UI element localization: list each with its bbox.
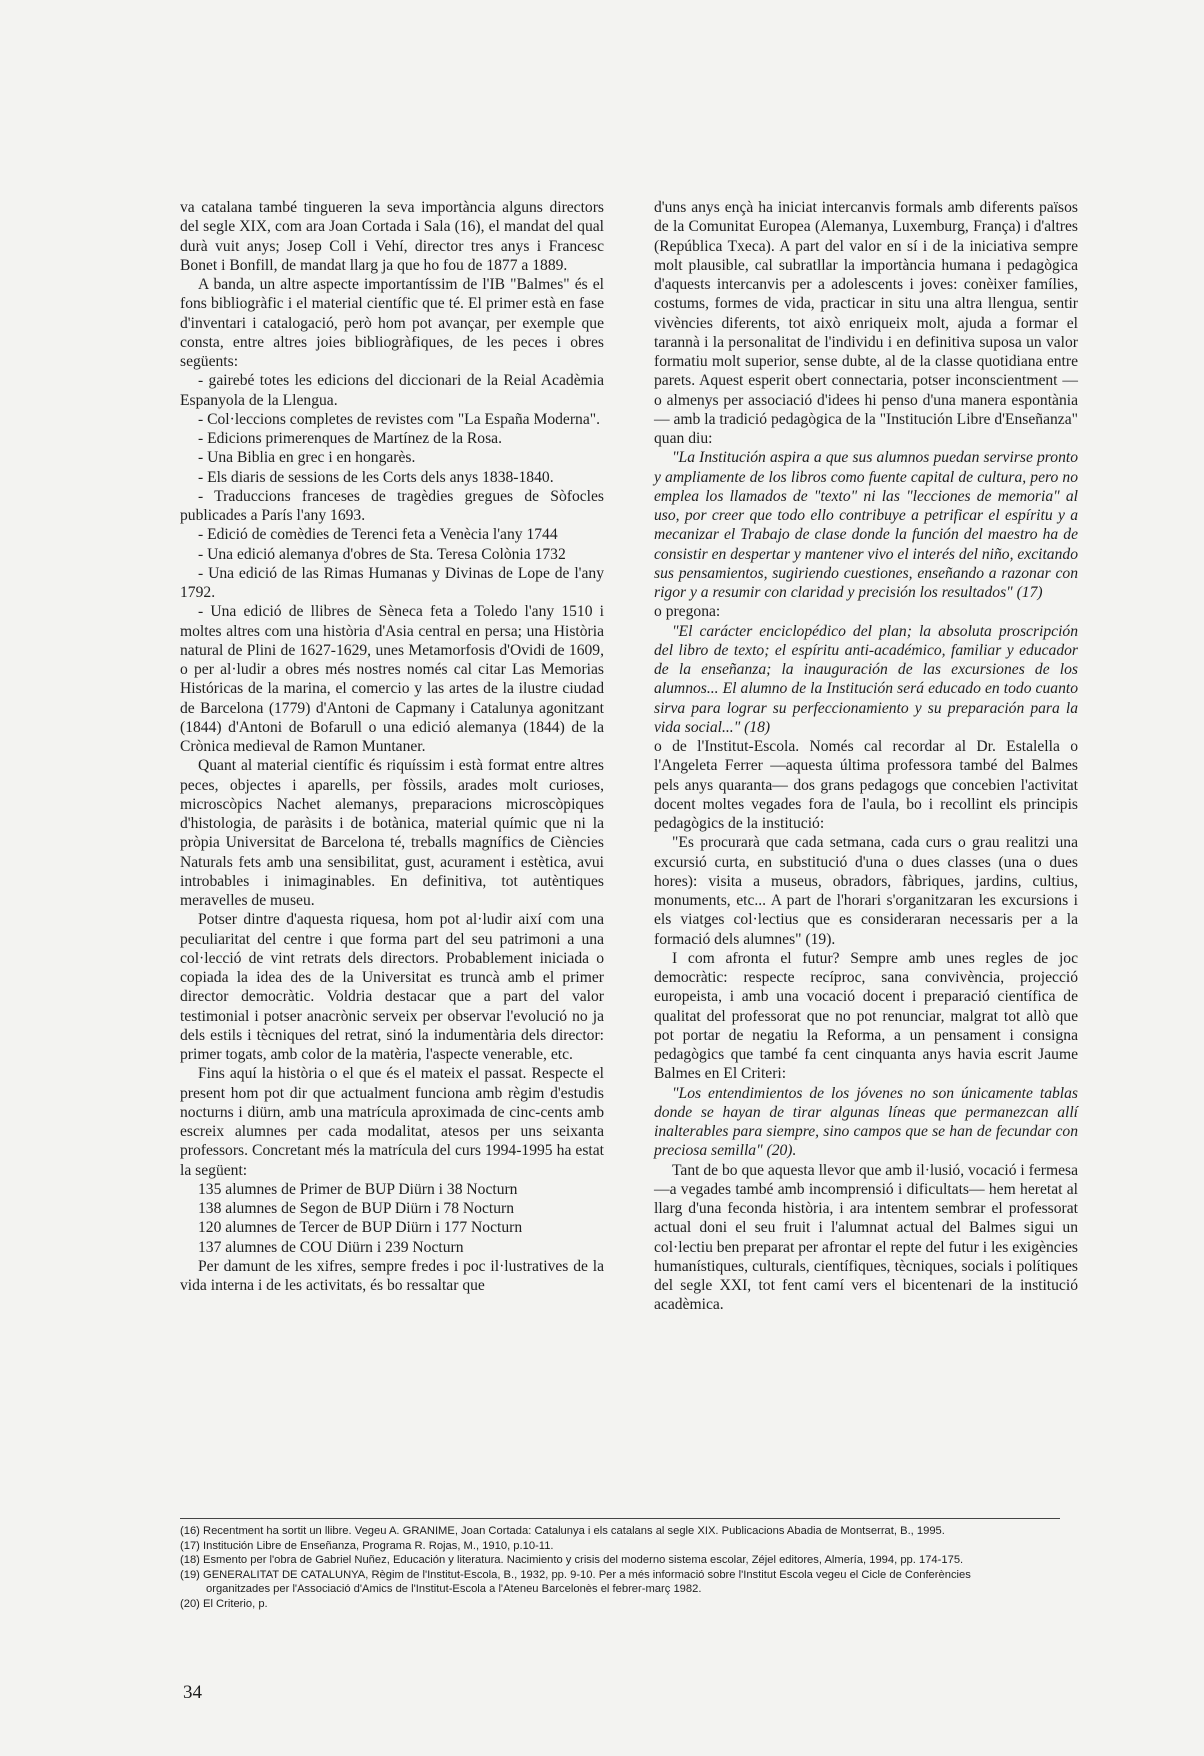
left-paragraph-5: - Edicions primerenques de Martínez de la Rosa. — [198, 430, 502, 447]
footnote-divider — [180, 1518, 1060, 1519]
right-paragraph-2: "La Institución aspira a que sus alumnos puedan servirse pronto y ampliamente de los libros como fuente capital de cultura, pero no emplea los llamados de "texto" ni las "lecciones de memoria" al uso, por creer que todo ello contribuye a petrificar el espíritu y a mecanizar el Trabajo de clase donde la función del maestro ha de consistir en despertar y mantener vivo el interés del niño, excitando sus pensamientos, sugiriendo cuestiones, enseñando a razonar con rigor y a resumir con claridad y precisión los resultados" (17) — [654, 449, 1078, 601]
right-paragraph-4: "El carácter enciclopédico del plan; la absoluta proscripción del libro de texto; el espíritu anti-académico, familiar y educador de la enseñanza; la inauguración de las excursiones de los alumnos... El alumno de la Institución será educado en todo cuanto sirva para lograr su perfeccionamiento y su preparación para la vida social..." (18) — [654, 622, 1078, 736]
right-paragraph-3: o pregona: — [654, 603, 721, 621]
left-paragraph-12: - Una edició de llibres de Sèneca feta a Toledo l'any 1510 i moltes altres com una història d'Asia central en persa; una Història natural de Plini de 1627-1629, unes Metamorfosis d'Ovidi de 1609, o per al·ludir a obres més nostres només cal citar Las Memorias Históricas de la marina, el comercio y las artes de la ilustre ciudad de Barcelona (1779) d'Antoni de Capmany i Catalunya agonitzant (1844) d'Antoni de Bofarull o una edició alemanya (1844) de la Crònica medieval de Ramon Muntaner. — [180, 603, 604, 755]
right-column — [654, 198, 1078, 1315]
footnotes — [180, 1524, 1080, 1612]
left-paragraph-1: va catalana també tingueren la seva importància alguns directors del segle XIX, com ara Joan Cortada i Sala (16), el mandat del qual durà vuit anys; Josep Coll i Vehí, director tres anys i Francesc Bonet i Bonfill, de mandat llarg ja que ho fou de 1877 a 1889. — [180, 199, 604, 274]
right-paragraph-9: Tant de bo que aquesta llevor que amb il·lusió, vocació i fermesa —a vegades també amb incomprensió i dificultats— hem heretat al llarg d'una feconda història, i ara intentem sembrar el professorat actual doni el seu fruit i l'alumnat actual del Balmes sigui un col·lectiu ben preparat per afrontar el repte del futur i les exigències humanístiques, culturals, científiques, tècniques, socials i polítiques del segle XXI, tot fent camí vers el bicentenari de la institució acadèmica. — [654, 1161, 1078, 1314]
left-column — [180, 198, 604, 1295]
right-paragraph-5: o de l'Institut-Escola. Només cal recordar al Dr. Estalella o l'Angeleta Ferrer —aquesta última professora també del Balmes pels anys quaranta— dos grans pedagogs que concebien l'activitat docent moltes vegades fora de l'aula, bo i recollint els principis pedagògics de la institució: — [654, 738, 1078, 832]
right-paragraph-6: "Es procurarà que cada setmana, cada curs o grau realitzi una excursió curta, en substitució d'una o dues classes (una o dues hores): visita a museus, obradors, fàbriques, jardins, cultius, monuments, etc... A part de l'horari s'organitzaran les excursions i els viatges col·lectius que es consideraran necessaris per a la formació dels alumnes" (19). — [654, 834, 1078, 948]
left-paragraph-17: 138 alumnes de Segon de BUP Diürn i 78 Nocturn — [198, 1200, 515, 1217]
left-paragraph-19: 137 alumnes de COU Diürn i 239 Nocturn — [198, 1238, 464, 1256]
right-paragraph-8: "Los entendimientos de los jóvenes no son únicamente tablas donde se hayan de tirar algunas líneas que permanezcan allí inalterables para siempre, sino campos que se han de fecundar con preciosa semilla" (20). — [654, 1084, 1078, 1160]
left-paragraph-4: - Col·leccions completes de revistes com "La España Moderna". — [198, 410, 601, 428]
right-paragraph-7: I com afronta el futur? Sempre amb unes regles de joc democràtic: respecte recíproc, sana convivència, projecció europeista, i amb una vocació docent i preparació científica de qualitat del professorat que no pot renunciar, malgrat tot allò que pot portar de negatiu la Reforma, a un pensament i consigna pedagògics que també fa cent cinquanta anys havia escrit Jaume Balmes en El Criteri: — [654, 949, 1078, 1083]
left-paragraph-18: 120 alumnes de Tercer de BUP Diürn i 177 Nocturn — [198, 1219, 523, 1237]
footnote-6: (20) El Criterio, p. — [180, 1597, 268, 1610]
left-paragraph-15: Fins aquí la història o el que és el mateix el passat. Respecte el present hom pot dir que actualment funciona amb règim d'estudis nocturns i diürn, amb una matrícula aproximada de cinc-cents amb escreix alumnes per cada modalitat, atesos per uns seixanta professors. Concretant més la matrícula del curs 1994-1995 ha estat la següent: — [180, 1065, 604, 1179]
left-paragraph-16: 135 alumnes de Primer de BUP Diürn i 38 Nocturn — [198, 1180, 518, 1198]
footnote-1: (16) Recentment ha sortit un llibre. Vegeu A. GRANIME, Joan Cortada: Catalunya i els catalans al segle XIX. Publicacions Abadia de Montserrat, B., 1995. — [180, 1525, 945, 1537]
left-paragraph-6: - Una Biblia en grec i en hongarès. — [198, 449, 416, 467]
left-paragraph-11: - Una edició de las Rimas Humanas y Divinas de Lope de l'any 1792. — [180, 564, 604, 601]
left-paragraph-3: - gairebé totes les edicions del diccionari de la Reial Acadèmia Espanyola de la Llengua. — [180, 372, 604, 409]
right-paragraph-1: d'uns anys ençà ha iniciat intercanvis formals amb diferents països de la Comunitat Europea (Alemanya, Luxemburg, França) i d'altres (República Txeca). A part del valor en sí i de la iniciativa sempre molt plausible, cal subratllar la importància humana i pedagògica d'aquests intercanvis per a adolescents i joves: conèixer famílies, costums, formes de vida, practicar in situ una altra llengua, sentir vivències diferents, tot això enriqueix molt, ajuda a formar el tarannà i la personalitat de l'individu i en definitiva suposa un valor formatiu molt superior, sense dubte, al de la classe quotidiana entre parets. Aquest esperit obert connectaria, potser inconscientment —o almenys per associació d'idees hi penso d'una manera espontània— amb la tradició pedagògica de la "Institución Libre d'Enseñanza" quan diu: — [654, 199, 1078, 447]
footnote-5: organitzades per l'Associació d'Amics de l'Institut-Escola a l'Ateneu Barcelonès el febrer-març 1982. — [206, 1583, 702, 1596]
left-paragraph-14: Potser dintre d'aquesta riquesa, hom pot al·ludir així com una peculiaritat del centre i que forma part del seu patrimoni a una col·lecció de vint retrats dels directors. Probablement iniciada o copiada la idea des de la Universitat es truncà amb el primer director democràtic. Voldria destacar que a part del valor testimonial i potser anacrònic serveix per observar l'evolució no ja dels estils i tècniques del retrat, sinó la indumentària dels director: primer togats, amb color de la matèria, l'aspecte venerable, etc. — [180, 911, 604, 1063]
left-paragraph-20: Per damunt de les xifres, sempre fredes i poc il·lustratives de la vida interna i de les activitats, és bo ressaltar que — [180, 1257, 604, 1294]
footnote-2: (17) Institución Libre de Enseñanza, Programa R. Rojas, M., 1910, p.10-11. — [180, 1539, 554, 1552]
left-paragraph-2: A banda, un altre aspecte importantíssim de l'IB "Balmes" és el fons bibliogràfic i el material científic que té. El primer està en fase d'inventari i catalogació, però hom pot avançar, per exemple que consta, entre altres joies bibliogràfiques, de les peces i obres següents: — [180, 276, 604, 370]
left-paragraph-10: - Una edició alemanya d'obres de Sta. Teresa Colònia 1732 — [198, 545, 566, 563]
page-number: 34 — [183, 1682, 202, 1703]
left-paragraph-13: Quant al material científic és riquíssim i està format entre altres peces, objectes i aparells, per fòssils, arades molt curioses, microscòpics Nachet alemanys, preparacions microscòpiques d'histologia, de paràsits i de botànica, material químic que ni la pròpia Universitat de Barcelona té, treballs magnífics de Ciències Naturals fets amb una sensibilitat, gust, acurament i estètica, avui introbables i inimaginables. En definitiva, tot autèntiques meravelles de museu. — [180, 757, 604, 909]
left-paragraph-7: - Els diaris de sessions de les Corts dels anys 1838-1840. — [198, 468, 554, 486]
footnote-3: (18) Esmento per l'obra de Gabriel Nuñez, Educación y literatura. Nacimiento y crisis del moderno sistema escolar, Zéjel editores, Almería, 1994, pp. 174-175. — [180, 1554, 964, 1567]
footnote-4: (19) GENERALITAT DE CATALUNYA, Règim de l'Institut-Escola, B., 1932, pp. 9-10. Per a més informació sobre l'Institut Escola vegeu el Cicle de Conferències — [180, 1568, 971, 1581]
left-paragraph-8: - Traduccions franceses de tragèdies gregues de Sòfocles publicades a París l'any 1693. — [180, 487, 604, 524]
left-paragraph-9: - Edició de comèdies de Terenci feta a Venècia l'any 1744 — [198, 526, 558, 544]
